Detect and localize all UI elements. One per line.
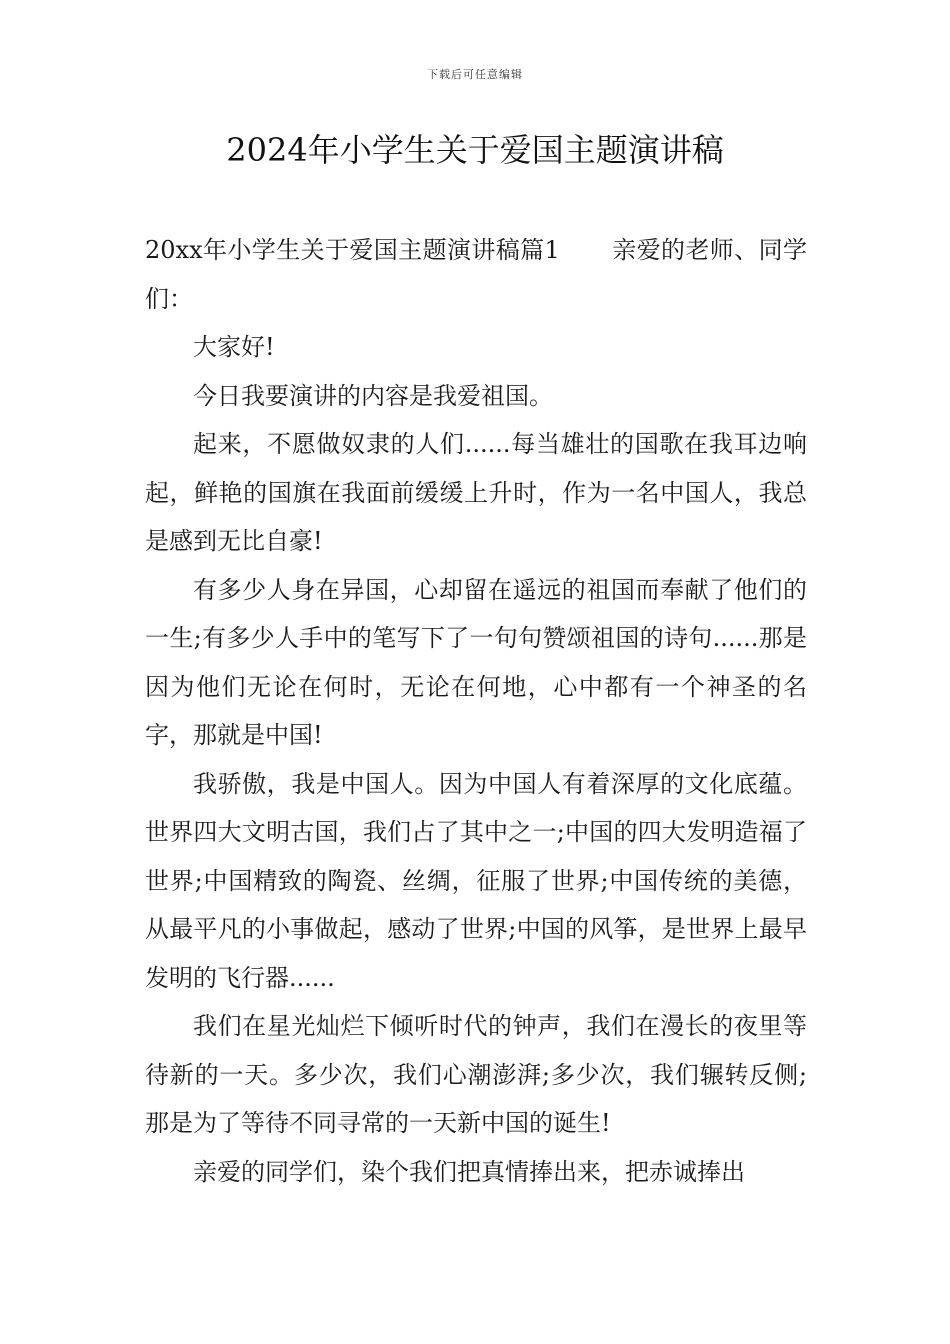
intro-heading: 20xx年小学生关于爱国主题演讲稿篇1 [145, 236, 560, 264]
paragraph: 有多少人身在异国，心却留在遥远的祖国而奉献了他们的一生;有多少人手中的笔写下了一句句赞颂祖国的诗句......那是因为他们无论在何时，无论在何地，心中都有一个神圣的名字，那就是中国! [145, 575, 807, 749]
paragraph: 大家好! [193, 333, 275, 361]
paragraph: 起来，不愿做奴隶的人们......每当雄壮的国歌在我耳边响起，鲜艳的国旗在我面前缓缓上升时，作为一名中国人，我总是感到无比自豪! [145, 430, 807, 555]
paragraph: 我骄傲，我是中国人。因为中国人有着深厚的文化底蕴。世界四大文明古国，我们占了其中之一;中国的四大发明造福了世界;中国精致的陶瓷、丝绸，征服了世界;中国传统的美德，从最平凡的小事做起，感动了世界;中国的风筝，是世界上最早发明的飞行器...... [145, 769, 807, 992]
header-note: 下载后可任意编辑 [427, 68, 523, 81]
paragraph: 我们在星光灿烂下倾听时代的钟声，我们在漫长的夜里等待新的一天。多少次，我们心潮澎湃;多少次，我们辗转反侧;那是为了等待不同寻常的一天新中国的诞生! [145, 1012, 807, 1137]
document-body [145, 226, 807, 1196]
intro-paragraph [145, 226, 807, 323]
paragraph: 亲爱的同学们，染个我们把真情捧出来，把赤诚捧出 [193, 1157, 745, 1186]
paragraph: 今日我要演讲的内容是我爱祖国。 [193, 381, 553, 410]
intro-salutation: 亲爱的老师、同学们： [145, 236, 807, 313]
document-title: 2024年小学生关于爱国主题演讲稿 [226, 131, 724, 169]
